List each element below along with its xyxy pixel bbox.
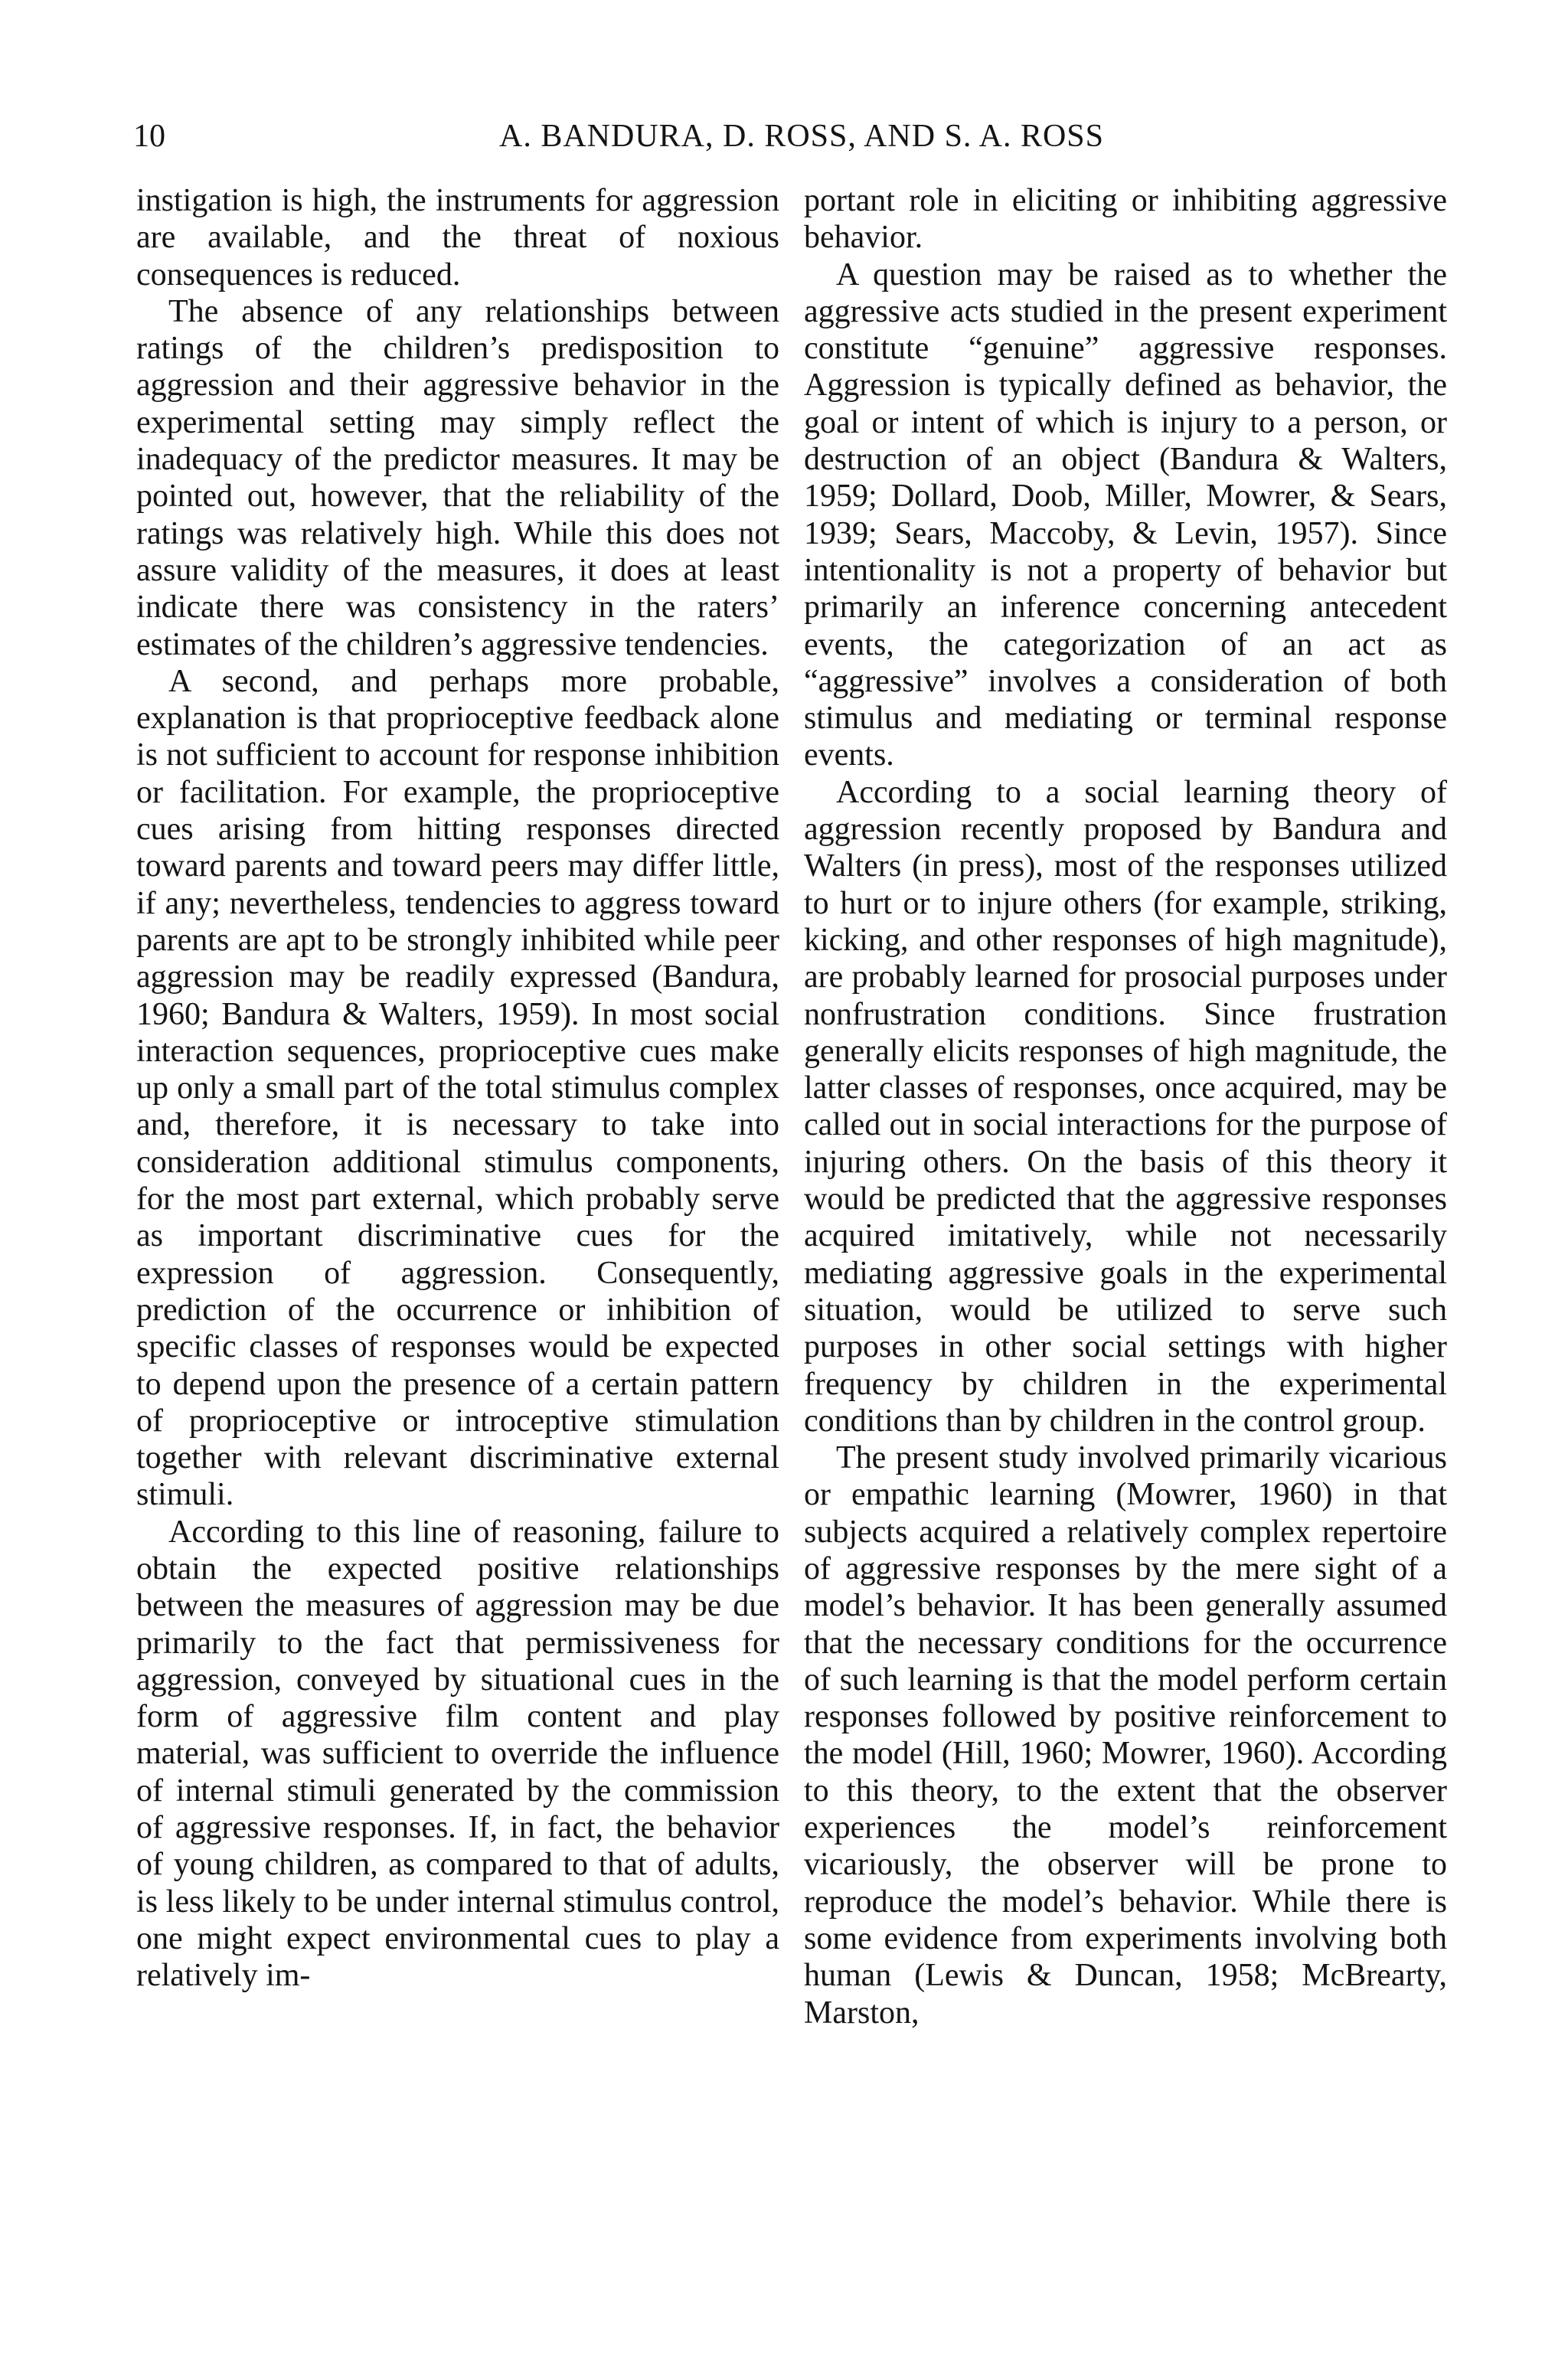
paragraph: portant role in eliciting or inhibiting aggressive behavior. — [804, 183, 1447, 256]
paragraph: The absence of any relationships between ratings of the children’s predisposition to aggression and their aggressive behavior in the experimental setting may simply reflect the inadequacy of the predictor measures. It may be pointed out, however, that the reliability of the ratings was relatively high. While this does not assure validity of the measures, it does at least indicate there was consistency in the raters’ estimates of the children’s aggressive tendencies. — [136, 293, 779, 662]
page-header — [124, 113, 1479, 159]
running-head: A. BANDURA, D. ROSS, AND S. A. ROSS — [498, 119, 1104, 154]
paragraph: instigation is high, the instruments for aggression are available, and the threat of noxious consequences is reduced. — [136, 183, 779, 292]
paragraph: A second, and perhaps more probable, explanation is that proprioceptive feedback alone is not sufficient to account for response inhibition or facilitation. For example, the proprioceptive cues arising from hitting responses directed toward parents and toward peers may differ little, if any; nevertheless, tendencies to aggress toward parents are apt to be strongly inhibited while peer aggression may be readily expressed (Bandura, 1960; Bandura & Walters, 1959). In most social interaction sequences, proprioceptive cues make up only a small part of the total stimulus complex and, therefore, it is necessary to take into consideration additional stimulus components, for the most part external, which probably serve as important discriminative cues for the expression of aggression. Consequently, prediction of the occurrence or inhibition of specific classes of responses would be expected to depend upon the presence of a certain pattern of proprioceptive or introceptive stimulation together with relevant discriminative external stimuli. — [136, 663, 779, 1513]
paragraph: The present study involved primarily vicarious or empathic learning (Mowrer, 1960) in that subjects acquired a relatively complex repertoire of aggressive responses by the mere sight of a model’s behavior. It has been generally assumed that the necessary conditions for the occurrence of such learning is that the model perform certain responses followed by positive reinforcement to the model (Hill, 1960; Mowrer, 1960). According to this theory, to the extent that the observer experiences the model’s reinforcement vicariously, the observer will be prone to reproduce the model’s behavior. While there is some evidence from experiments involving both human (Lewis & Duncan, 1958; McBrearty, Marston, — [804, 1440, 1447, 2031]
paragraph: A question may be raised as to whether the aggressive acts studied in the present experiment constitute “genuine” aggressive responses. Aggression is typically defined as behavior, the goal or intent of which is injury to a person, or destruction of an object (Bandura & Walters, 1959; Dollard, Doob, Miller, Mowrer, & Sears, 1939; Sears, Maccoby, & Levin, 1957). Since intentionality is not a property of behavior but primarily an inference concerning antecedent events, the categorization of an act as “aggressive” involves a consideration of both stimulus and mediating or terminal response events. — [804, 257, 1447, 773]
paragraph: According to a social learning theory of aggression recently proposed by Bandura and Walters (in press), most of the responses utilized to hurt or to injure others (for example, striking, kicking, and other responses of high magnitude), are probably learned for prosocial purposes under nonfrustration conditions. Since frustration generally elicits responses of high magnitude, the latter classes of responses, once acquired, may be called out in social interactions for the purpose of injuring others. On the basis of this theory it would be predicted that the aggressive responses acquired imitatively, while not necessarily mediating aggressive goals in the experimental situation, would be utilized to serve such purposes in other social settings with higher frequency by children in the experimental conditions than by children in the control group. — [804, 774, 1447, 1439]
right-column — [804, 182, 1447, 2031]
paragraph: According to this line of reasoning, failure to obtain the expected positive relationships between the measures of aggression may be due primarily to the fact that permissiveness for aggression, conveyed by situational cues in the form of aggressive film content and play material, was sufficient to override the influence of internal stimuli generated by the commission of aggressive responses. If, in fact, the behavior of young children, as compared to that of adults, is less likely to be under internal stimulus control, one might expect environmental cues to play a relatively im- — [136, 1514, 779, 1994]
left-column — [136, 182, 779, 1995]
page-number: 10 — [133, 119, 165, 154]
